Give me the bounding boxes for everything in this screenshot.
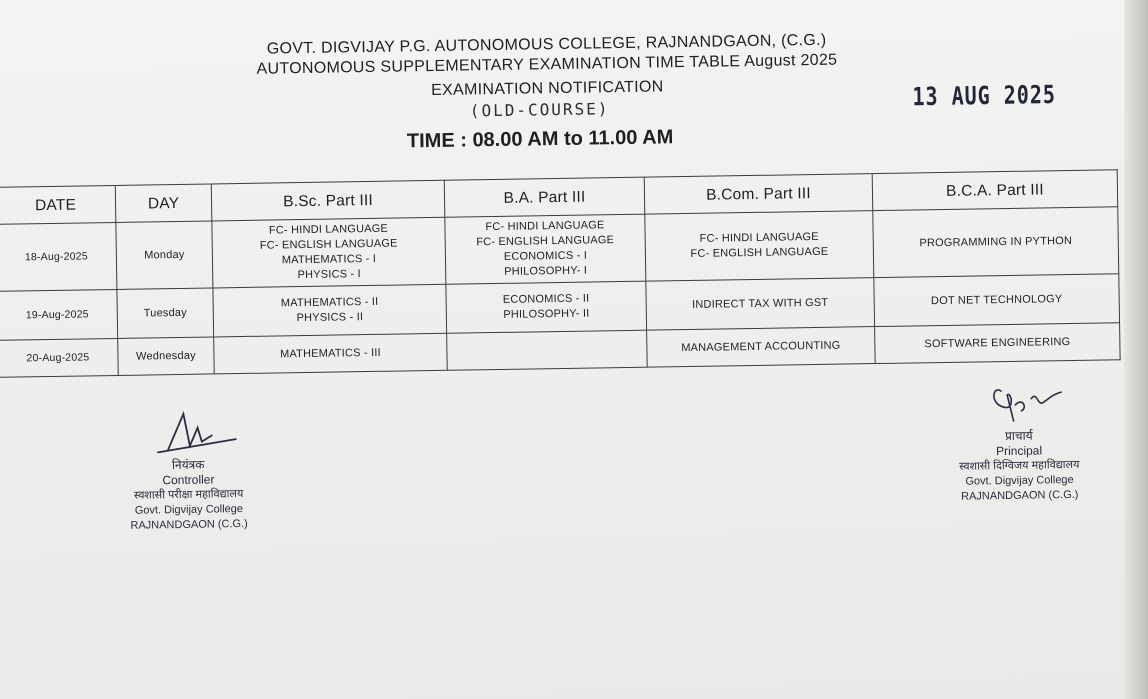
subject-name: PHYSICS - II bbox=[296, 311, 364, 325]
principal-title-hindi: प्राचार्य bbox=[1004, 428, 1033, 444]
subject-name: FC- ENGLISH LANGUAGE bbox=[690, 245, 829, 260]
subject-name: FC- ENGLISH LANGUAGE bbox=[259, 237, 398, 252]
subject-name: PROGRAMMING IN PYTHON bbox=[919, 234, 1073, 249]
date-cell: 19-Aug-2025 bbox=[0, 289, 118, 340]
bsc-subjects-cell bbox=[214, 333, 448, 374]
controller-title: Controller bbox=[162, 472, 215, 488]
controller-title-hindi: नियंत्रक bbox=[171, 457, 205, 473]
date-cell: 18-Aug-2025 bbox=[0, 222, 117, 291]
ba-subjects-cell bbox=[447, 330, 648, 370]
bcom-subjects-cell bbox=[645, 211, 874, 282]
bcom-subjects-cell bbox=[646, 278, 875, 331]
subject-name: INDIRECT TAX WITH GST bbox=[692, 296, 829, 311]
controller-signature bbox=[127, 405, 248, 459]
subject-name: SOFTWARE ENGINEERING bbox=[924, 335, 1071, 350]
header-bca: B.C.A. Part III bbox=[872, 170, 1118, 211]
subject-name: PHILOSOPHY- I bbox=[504, 264, 588, 278]
controller-signature-block bbox=[102, 405, 274, 535]
bsc-subjects-cell bbox=[212, 217, 446, 288]
controller-college: Govt. Digvijay College bbox=[134, 503, 244, 517]
header-ba: B.A. Part III bbox=[444, 177, 645, 217]
subject-name: ECONOMICS - II bbox=[502, 292, 590, 306]
header-date: DATE bbox=[0, 185, 116, 224]
subject-name: MANAGEMENT ACCOUNTING bbox=[681, 339, 841, 354]
day-cell: Wednesday bbox=[118, 337, 215, 376]
principal-signature bbox=[953, 380, 1084, 430]
subject-name: MATHEMATICS - I bbox=[281, 252, 377, 267]
subject-name: PHILOSOPHY- II bbox=[503, 307, 590, 321]
subject-name: DOT NET TECHNOLOGY bbox=[930, 292, 1063, 307]
subject-name: PHYSICS - I bbox=[297, 268, 361, 282]
timetable bbox=[0, 169, 1121, 378]
date-stamp: 13 AUG 2025 bbox=[912, 79, 1057, 112]
ba-subjects-cell bbox=[446, 281, 647, 333]
header-bsc: B.Sc. Part III bbox=[211, 180, 445, 221]
bca-subjects-cell bbox=[874, 274, 1120, 327]
subject-name: FC- ENGLISH LANGUAGE bbox=[476, 234, 615, 249]
header-day: DAY bbox=[115, 184, 212, 223]
principal-city: RAJNANDGAON (C.G.) bbox=[961, 488, 1079, 503]
controller-office: स्वशासी परीक्षा महाविद्यालय bbox=[133, 488, 244, 502]
principal-signature-block bbox=[928, 379, 1110, 505]
subject-name: FC- HINDI LANGUAGE bbox=[485, 219, 605, 234]
principal-office: स्वशासी दिग्विजय महाविद्यालय bbox=[959, 458, 1080, 473]
subject-name: MATHEMATICS - II bbox=[280, 295, 379, 310]
day-cell: Tuesday bbox=[117, 288, 214, 339]
handwritten-course-note: (OLD-COURSE) bbox=[469, 99, 610, 121]
bcom-subjects-cell bbox=[647, 327, 876, 368]
controller-city: RAJNANDGAON (C.G.) bbox=[130, 517, 248, 532]
subject-name: ECONOMICS - I bbox=[503, 249, 588, 263]
subject-name: MATHEMATICS - III bbox=[279, 346, 381, 360]
exam-title: AUTONOMOUS SUPPLEMENTARY EXAMINATION TIME TABLE August 2025 bbox=[256, 51, 838, 78]
day-cell: Monday bbox=[116, 221, 213, 289]
notification-heading: EXAMINATION NOTIFICATION bbox=[430, 78, 664, 100]
header-bcom: B.Com. Part III bbox=[644, 174, 873, 215]
ba-subjects-cell bbox=[445, 214, 646, 284]
principal-title: Principal bbox=[995, 443, 1043, 459]
bca-subjects-cell bbox=[875, 323, 1121, 364]
exam-time: TIME : 08.00 AM to 11.00 AM bbox=[406, 126, 674, 153]
bsc-subjects-cell bbox=[213, 284, 447, 337]
subject-name: FC- HINDI LANGUAGE bbox=[268, 222, 389, 237]
bca-subjects-cell bbox=[873, 207, 1119, 278]
college-name: GOVT. DIGVIJAY P.G. AUTONOMOUS COLLEGE, RAJNANDGAON, (C.G.) bbox=[266, 31, 827, 58]
date-cell: 20-Aug-2025 bbox=[0, 338, 118, 377]
subject-name: FC- HINDI LANGUAGE bbox=[699, 230, 819, 245]
principal-college: Govt. Digvijay College bbox=[965, 473, 1074, 488]
